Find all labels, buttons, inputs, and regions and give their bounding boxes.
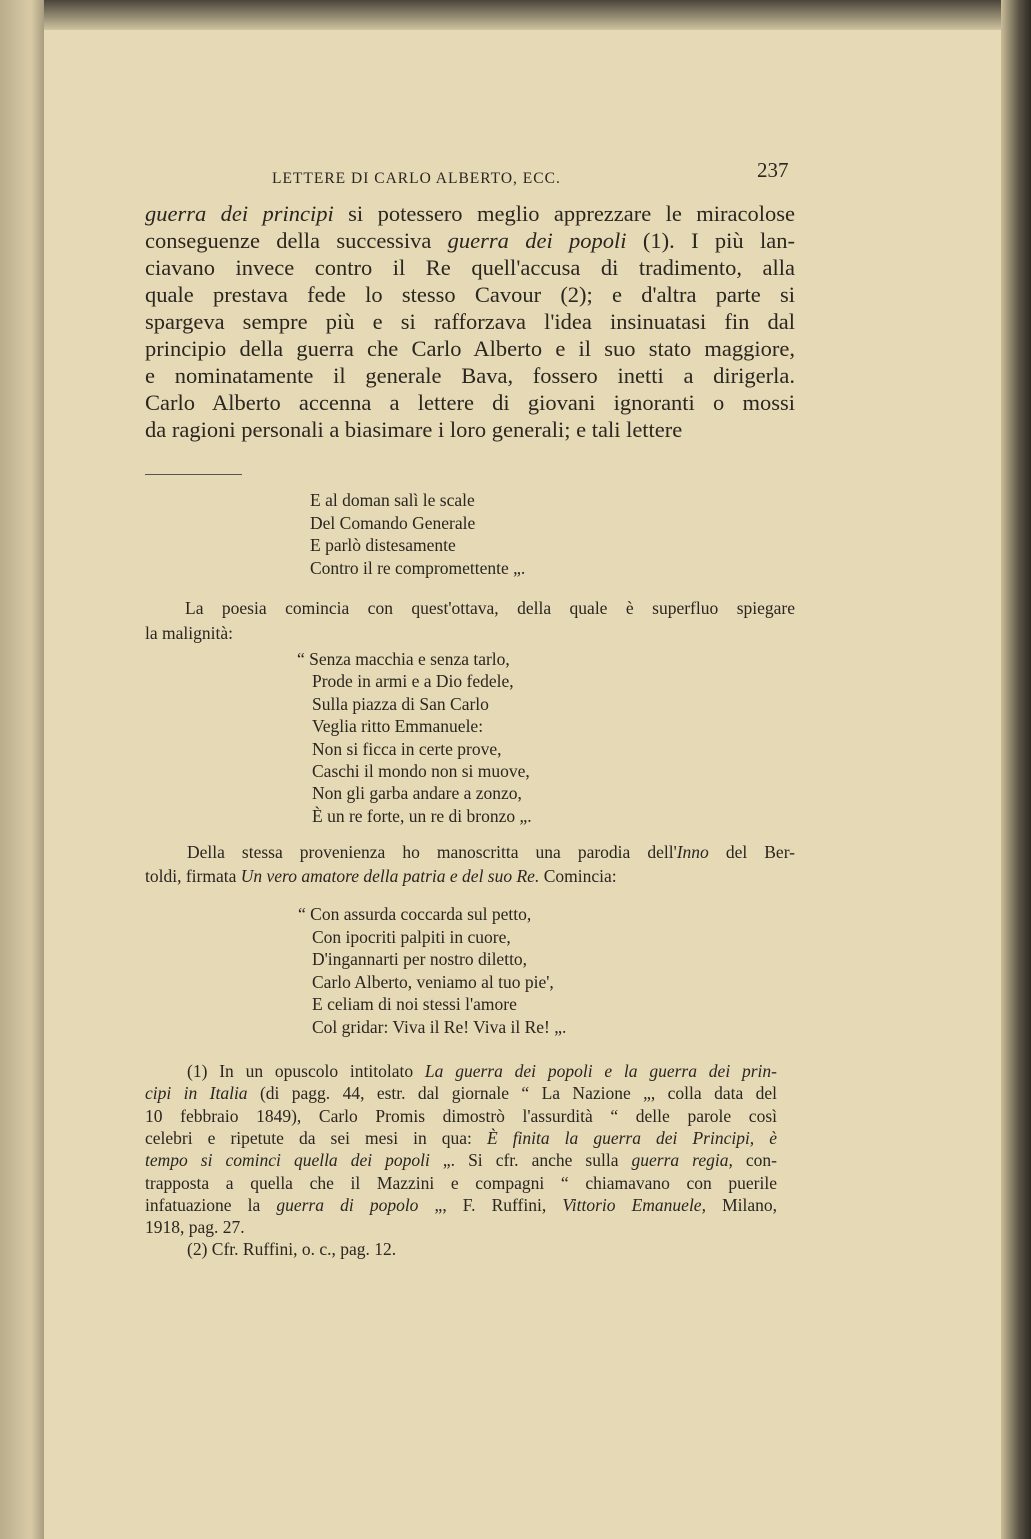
- verse-line: E parlò distesamente: [310, 535, 456, 556]
- paragraph-line: [145, 622, 233, 644]
- verse-line: Contro il re compromettente „.: [310, 557, 526, 578]
- verse-line: E celiam di noi stessi l'amore: [312, 994, 517, 1015]
- text-segment: Della stessa provenienza ho manoscritta una parodia dell': [187, 842, 677, 862]
- footnote-line: [145, 1194, 777, 1216]
- page-binding-edge: [0, 0, 44, 1539]
- verse-line: Carlo Alberto, veniamo al tuo pie',: [312, 971, 554, 992]
- verse-line: Non si ficca in certe prove,: [312, 738, 502, 759]
- text-segment: conseguenze della successiva: [145, 228, 448, 253]
- italic-text: La guerra dei popoli e la guerra dei prin-: [424, 1061, 777, 1081]
- body-line: [145, 254, 795, 281]
- text-segment: (1) In un opuscolo intitolato: [187, 1061, 425, 1081]
- footnote-line: [145, 1082, 777, 1104]
- text-segment: trapposta a quella che il Mazzini e compagni “ chiamavano con puerile: [145, 1172, 777, 1193]
- italic-text: cipi in Italia: [145, 1083, 248, 1104]
- body-line: [145, 308, 795, 335]
- page-fore-edge: [1001, 0, 1031, 1539]
- italic-text: guerra regia,: [631, 1150, 733, 1171]
- italic-text: guerra dei popoli: [447, 228, 627, 253]
- body-line: [145, 389, 795, 416]
- text-segment: la malignità:: [145, 623, 233, 643]
- text-segment: da ragioni personali a biasimare i loro generali; e tali lettere: [145, 417, 683, 442]
- paragraph-line: [185, 597, 795, 619]
- text-segment: celebri e ripetute da sei mesi in qua:: [145, 1127, 487, 1148]
- italic-text: tempo si cominci quella dei popoli: [145, 1150, 430, 1171]
- text-segment: (di pagg. 44, estr. dal giornale “ La Nazione „, colla data del: [247, 1083, 777, 1104]
- body-line: [145, 200, 795, 227]
- text-segment: del Ber-: [708, 842, 795, 862]
- footnote-line: [145, 1149, 777, 1171]
- footnote-line: [145, 1172, 777, 1194]
- footnote-line: [145, 1127, 777, 1149]
- text-segment: quale prestava fede lo stesso Cavour (2); e d'altra parte si: [145, 282, 795, 307]
- body-line: [145, 227, 795, 254]
- verse-line: Con ipocriti palpiti in cuore,: [312, 926, 511, 947]
- text-segment: 1918, pag. 27.: [145, 1217, 245, 1238]
- text-segment: Milano,: [705, 1194, 777, 1215]
- paragraph-line: [145, 865, 617, 887]
- verse-line: È un re forte, un re di bronzo „.: [312, 805, 532, 826]
- text-segment: Carlo Alberto accenna a lettere di giovani ignoranti o mossi: [145, 390, 795, 415]
- verse-line: Del Comando Generale: [310, 512, 476, 533]
- body-line: [145, 281, 795, 308]
- text-segment: (2) Cfr. Ruffini, o. c., pag. 12.: [187, 1239, 397, 1260]
- footnote-line: [187, 1060, 777, 1082]
- body-line: [145, 335, 795, 362]
- verse-line: “ Senza macchia e senza tarlo,: [297, 649, 510, 669]
- text-segment: La poesia comincia con quest'ottava, della quale è superfluo spiegare: [185, 598, 795, 618]
- italic-text: guerra di popolo: [276, 1194, 419, 1215]
- text-segment: (1). I più lan-: [626, 228, 795, 253]
- body-line: [145, 362, 795, 389]
- italic-text: È finita la guerra dei Principi, è: [486, 1127, 777, 1148]
- footnote-separator: [145, 474, 242, 475]
- footnote-line: [187, 1238, 396, 1260]
- running-title: LETTERE DI CARLO ALBERTO, ECC.: [272, 170, 561, 187]
- verse-line: Sulla piazza di San Carlo: [312, 693, 489, 714]
- text-segment: si potessero meglio apprezzare le miracolose: [333, 201, 795, 226]
- text-segment: ciavano invece contro il Re quell'accusa di tradimento, alla: [145, 255, 795, 280]
- footnote-line: [145, 1105, 777, 1127]
- text-segment: Comincia:: [539, 866, 617, 886]
- text-segment: „, F. Ruffini,: [418, 1194, 563, 1215]
- italic-text: Inno: [676, 842, 709, 862]
- verse-line: D'ingannarti per nostro diletto,: [312, 949, 528, 970]
- paragraph-line: [187, 841, 795, 863]
- verse-line: “ Con assurda coccarda sul petto,: [298, 904, 532, 924]
- text-segment: spargeva sempre più e si rafforzava l'idea insinuatasi fin dal: [145, 309, 795, 334]
- text-segment: e nominatamente il generale Bava, fossero inetti a dirigerla.: [145, 363, 795, 388]
- verse-line: Veglia ritto Emmanuele:: [312, 716, 484, 737]
- footnote-line: [145, 1216, 245, 1238]
- text-segment: 10 febbraio 1849), Carlo Promis dimostrò l'assurdità “ delle parole così: [145, 1105, 777, 1126]
- verse-line: Prode in armi e a Dio fedele,: [312, 671, 514, 692]
- italic-text: Un vero amatore della patria e del suo Re.: [240, 866, 540, 886]
- text-segment: con-: [732, 1150, 777, 1171]
- text-segment: „. Si cfr. anche sulla: [429, 1150, 632, 1171]
- page-number: 237: [757, 158, 789, 182]
- italic-text: Vittorio Emanuele,: [562, 1194, 706, 1215]
- italic-text: guerra dei principi: [145, 201, 334, 226]
- verse-line: Col gridar: Viva il Re! Viva il Re! „.: [312, 1017, 567, 1037]
- verse-line: E al doman salì le scale: [310, 490, 475, 510]
- scan-top-edge: [0, 0, 1031, 30]
- text-segment: principio della guerra che Carlo Alberto e il suo stato maggiore,: [145, 336, 795, 361]
- verse-line: Non gli garba andare a zonzo,: [312, 783, 522, 804]
- verse-line: Caschi il mondo non si muove,: [312, 761, 530, 781]
- body-line: [145, 416, 795, 443]
- text-segment: infatuazione la: [145, 1194, 277, 1215]
- text-segment: toldi, firmata: [145, 866, 241, 886]
